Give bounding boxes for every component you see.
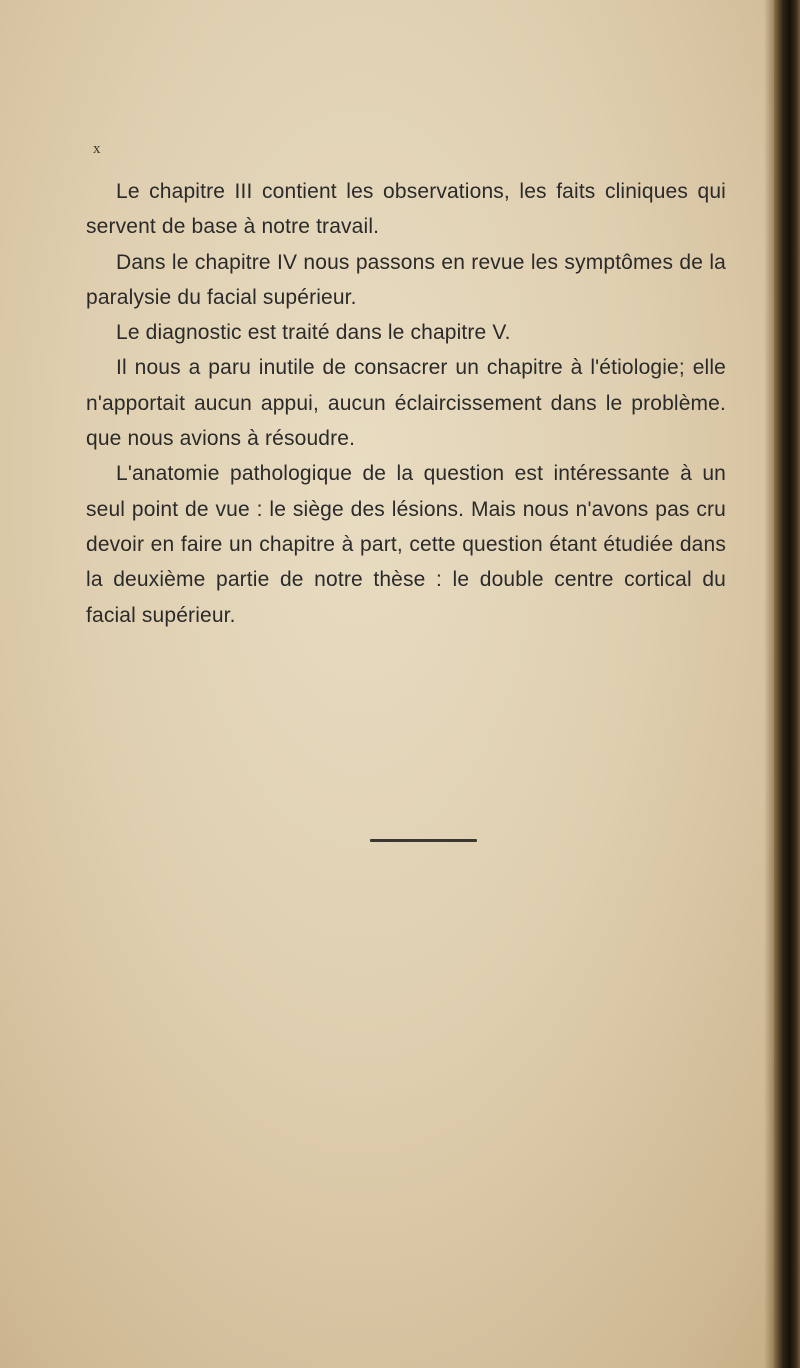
body-text: [86, 174, 726, 633]
section-divider-rule: [370, 839, 477, 842]
paragraph-chapter-iv: Dans le chapitre IV nous passons en revue les symptômes de la paralysie du facial supérieur.: [86, 250, 726, 309]
paragraph-pathology: L'anatomie pathologique de la question est intéressante à un seul point de vue : le siège des lésions. Mais nous n'avons pas cru devoir en faire un chapitre à part, cette question étant étudiée dans la deuxième partie de notre thèse : le double centre cortical du facial supérieur.: [86, 462, 726, 627]
page-number: x: [93, 141, 101, 157]
binding-shadow: [764, 0, 774, 1368]
book-spine: [774, 0, 800, 1368]
paragraph-etiology: Il nous a paru inutile de consacrer un chapitre à l'étiologie; elle n'apportait aucun appui, aucun éclaircissement dans le problème. que nous avions à résoudre.: [86, 356, 726, 451]
paragraph-chapter-v: Le diagnostic est traité dans le chapitre V.: [116, 321, 511, 345]
paragraph-chapter-iii: Le chapitre III contient les observations, les faits cliniques qui servent de base à notre travail.: [86, 180, 726, 239]
